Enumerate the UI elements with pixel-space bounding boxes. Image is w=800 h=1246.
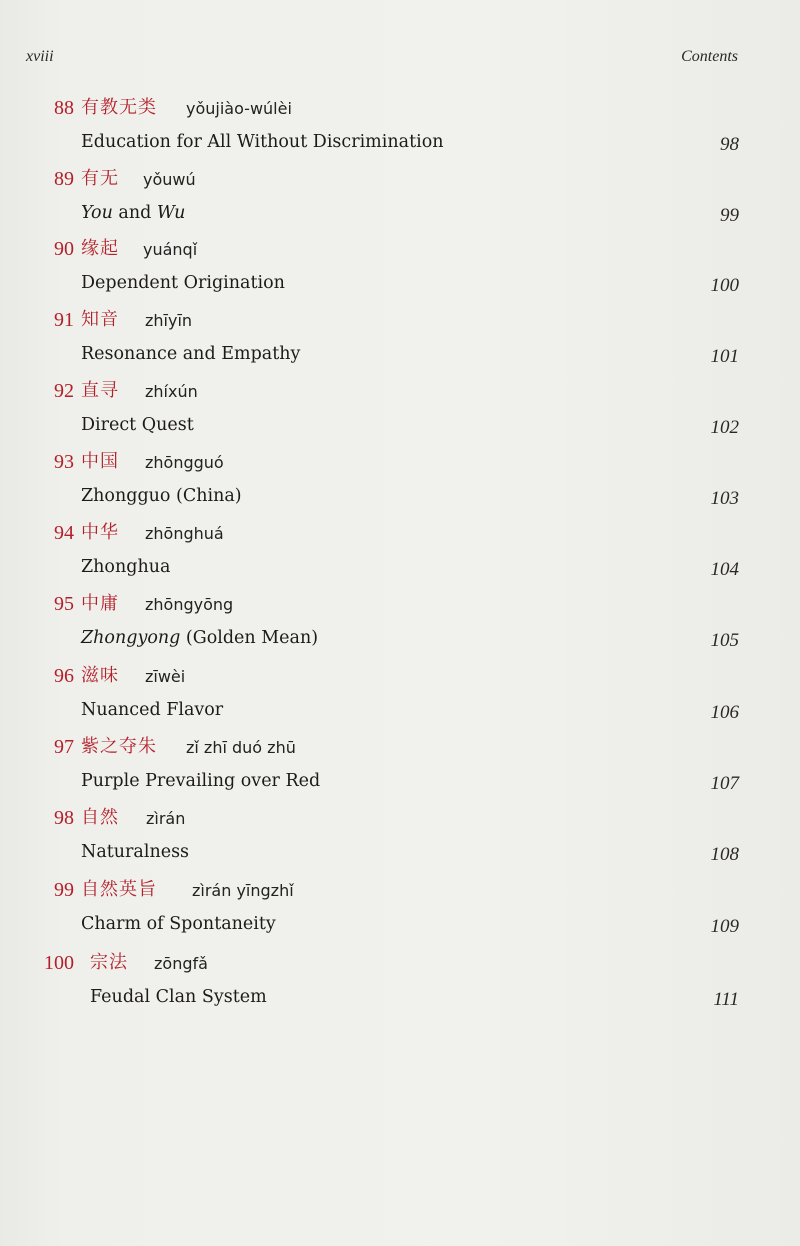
entry-title: Dependent Origination	[81, 273, 285, 293]
entry-title-part: (Golden Mean)	[180, 628, 319, 648]
entry-number: 97	[54, 736, 74, 758]
entry-number: 92	[54, 380, 74, 402]
entry-pinyin: yǒujiào-wúlèi	[186, 99, 292, 118]
entry-title: Education for All Without Discrimination	[81, 132, 444, 152]
entry-number: 99	[54, 879, 74, 901]
entry-hanzi: 滋味	[81, 665, 119, 686]
entry-page-number: 99	[720, 205, 739, 226]
entry-title: Nuanced Flavor	[81, 700, 224, 720]
entry-title-italic-part: You	[81, 203, 113, 223]
entry-hanzi: 缘起	[81, 238, 119, 259]
entry-hanzi: 中华	[81, 522, 119, 543]
toc-entry	[0, 450, 800, 512]
entry-title: Purple Prevailing over Red	[81, 771, 321, 791]
entry-pinyin: zhíxún	[145, 382, 198, 401]
entry-number: 98	[54, 807, 74, 829]
entry-page-number: 103	[710, 488, 739, 509]
toc-entry	[0, 735, 800, 797]
entry-page-number: 107	[710, 773, 739, 794]
toc-entry	[0, 167, 800, 229]
entry-page-number: 105	[710, 630, 739, 651]
entry-pinyin: zīwèi	[145, 667, 186, 686]
entry-title: Feudal Clan System	[90, 987, 267, 1007]
entry-hanzi: 自然	[81, 807, 119, 828]
toc-entry	[0, 521, 800, 583]
entry-number: 89	[54, 168, 74, 190]
entry-number: 88	[54, 97, 74, 119]
toc-entry	[0, 379, 800, 441]
entry-title: Zhongguo (China)	[81, 486, 242, 506]
toc-entry	[0, 592, 800, 654]
entry-number: 94	[54, 522, 74, 544]
entry-title: Naturalness	[81, 842, 190, 862]
running-title-header: Contents	[681, 48, 738, 65]
entry-hanzi: 紫之夺朱	[81, 736, 157, 757]
entry-number: 95	[54, 593, 74, 615]
entry-hanzi: 有无	[81, 168, 119, 189]
entry-hanzi: 直寻	[81, 380, 119, 401]
entry-page-number: 101	[710, 346, 739, 367]
entry-hanzi: 中庸	[81, 593, 119, 614]
entry-number: 91	[54, 309, 74, 331]
entry-page-number: 108	[710, 844, 739, 865]
entry-hanzi: 宗法	[90, 952, 128, 973]
entry-pinyin: zhōngguó	[145, 453, 224, 472]
entry-pinyin: zhōnghuá	[145, 524, 224, 543]
entry-number: 90	[54, 238, 74, 260]
entry-pinyin: zìrán	[146, 809, 186, 828]
entry-number: 100	[44, 952, 74, 974]
entry-number: 96	[54, 665, 74, 687]
toc-entry	[0, 951, 800, 1013]
entry-title	[81, 201, 185, 225]
entry-pinyin: zōngfǎ	[154, 954, 208, 973]
entry-title-italic-part: Wu	[156, 203, 186, 223]
entry-page-number: 98	[720, 134, 739, 155]
entry-title-part: and	[112, 203, 157, 223]
entry-hanzi: 知音	[81, 309, 119, 330]
entry-hanzi: 自然英旨	[81, 879, 157, 900]
entry-pinyin: zìrán yīngzhǐ	[192, 881, 294, 900]
page-number-header: xviii	[26, 48, 54, 65]
entry-page-number: 104	[710, 559, 739, 580]
entry-page-number: 102	[710, 417, 739, 438]
entry-title: Direct Quest	[81, 415, 194, 435]
entry-page-number: 106	[710, 702, 739, 723]
entry-title: Resonance and Empathy	[81, 344, 301, 364]
entry-number: 93	[54, 451, 74, 473]
entry-pinyin: zhōngyōng	[145, 595, 234, 614]
toc-entry	[0, 878, 800, 940]
entry-pinyin: zhīyīn	[145, 311, 193, 330]
entry-pinyin: yuánqǐ	[143, 240, 198, 259]
toc-entry	[0, 308, 800, 370]
entry-title	[81, 626, 318, 650]
toc-entry	[0, 664, 800, 726]
entry-title: Zhonghua	[81, 557, 171, 577]
entry-pinyin: zǐ zhī duó zhū	[186, 738, 296, 757]
entry-title-italic-part: Zhongyong	[81, 628, 181, 648]
entry-page-number: 100	[710, 275, 739, 296]
entry-title: Charm of Spontaneity	[81, 914, 276, 934]
toc-entry	[0, 806, 800, 868]
entry-page-number: 111	[713, 989, 739, 1010]
toc-entry	[0, 237, 800, 299]
entry-page-number: 109	[710, 916, 739, 937]
toc-entry	[0, 96, 800, 158]
entry-hanzi: 中国	[81, 451, 119, 472]
entry-hanzi: 有教无类	[81, 97, 157, 118]
entry-pinyin: yǒuwú	[143, 170, 196, 189]
